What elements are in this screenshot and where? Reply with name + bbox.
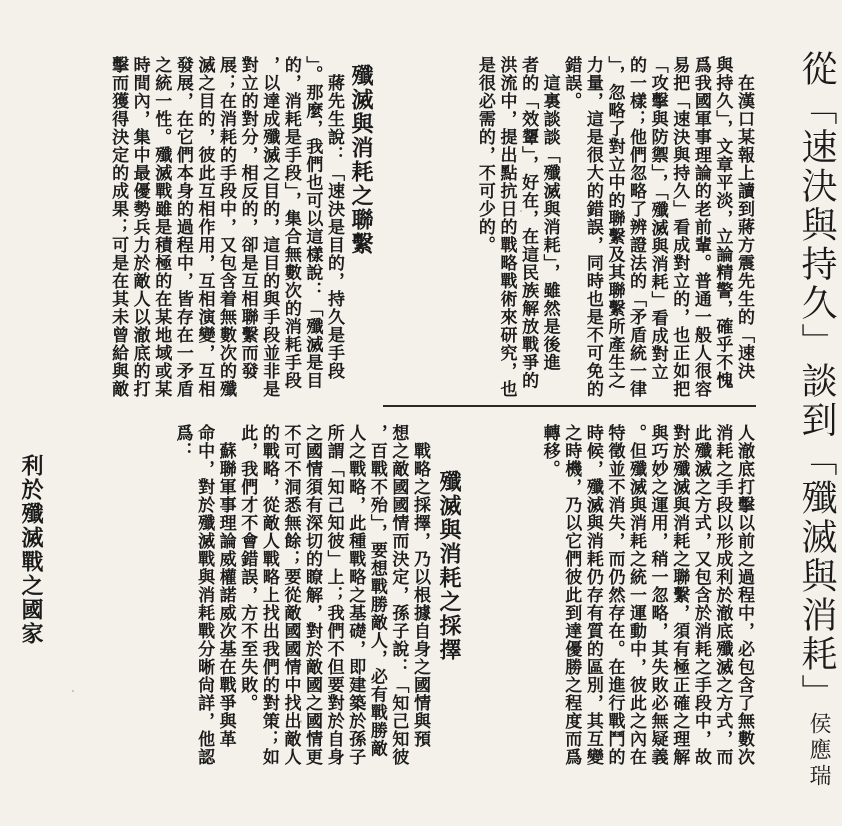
section-linkage-continued: 人澈底打擊以前之過程中，必包含了無數次 消耗之手段以形成利於澈底殲滅之方式，而 此殲滅之方式，又包含於消耗之手段中，故 對於殲滅與消耗之聯繫，須有極正確之理解 與巧妙之運用，稍一忽略，其失敗必無疑義 。但殲滅與消耗之統一運動中，彼此之內在 特徵並不消失，而仍然存在。在進行戰鬥的 時候，殲滅與消耗仍存有質的區別，其互變 之時機，乃以它們彼此到達優勝之程度而爲 轉移。: [539, 424, 754, 766]
section-choice-text: 戰略之採擇，乃以根據自身之國情與預 想之敵國國情而決定，孫子說：「知己知彼 ，百戰不殆」，要想戰勝敵人，必有戰勝敵 人之戰略，此種戰略之基礎，即建築於孫子 所謂「知己知彼」上；我們不但要對於自身 之國情須有深切的瞭解，對於敵國之國情更 不可不洞悉無餘；要從敵國國情中找出敵人 的戰略，從敵人戰略上找出我們的對策；如 此，我們才不會錯誤，方不至失敗。 蘇聯軍事理論威權諾威次基在戰爭與革 命中，對於殲滅戰與消耗戰分晰尙詳，他認 爲：: [172, 424, 430, 766]
intro-paragraphs: 在漢口某報上讀到蔣方震先生的「速決 與持久」，文章平淡，立論精警，確乎不愧 爲我國軍事理論的老前輩。普通一般人很容 易把「速決與持久」看成對立的，也正如把 「攻擊與防禦」，「殲滅與消耗」看成對立 的一樣；他們忽略了辨證法的「矛盾統一律 」，忽略了對立中的聯繫及其聯繫所產生之 力量，這是很大的錯誤，同時也是不可免的 錯誤。 這裏談談「殲滅與消耗」，雖然是後進 者的「效顰」，好在，在這民族解放戰爭的 洪流中，提出點抗日的戰略戰術來研究，也 是很必需的，不可少的。: [474, 56, 754, 398]
author-name: 侯應瑞: [806, 712, 831, 790]
section-heading-choice: 殲滅與消耗之採擇: [436, 470, 462, 662]
tier-divider: [383, 405, 756, 407]
section-heading-annihilation-states: 利於殲滅戰之國家: [18, 454, 44, 646]
section-heading-linkage: 殲滅與消耗之聯繫: [348, 64, 374, 256]
section-linkage-text: 蔣先生說：「速決是目的，持久是手段 」。那麼，我們也可以這樣說：「殲滅是目 的，消耗是手段」，集合無數次的消耗手段 ，以達成殲滅之目的，這目的與手段並非是 對立的對分，相反的，卻是互相聯繫而發 展；在消耗的手段中，又包含着無數次的殲 滅之目的，彼此互相作用，互相演變，互相 發展，在它們本身的過程中，皆存在一矛盾 之統一性。殲滅戰雖是積極的在某地域或某 時間內，集中最優勢兵力於敵人以澈底的打 擊而獲得決定的成果；可是在其未曾給與敵: [108, 56, 344, 398]
article-title: 從「速決與持久」談到「殲滅與消耗」: [796, 50, 837, 713]
